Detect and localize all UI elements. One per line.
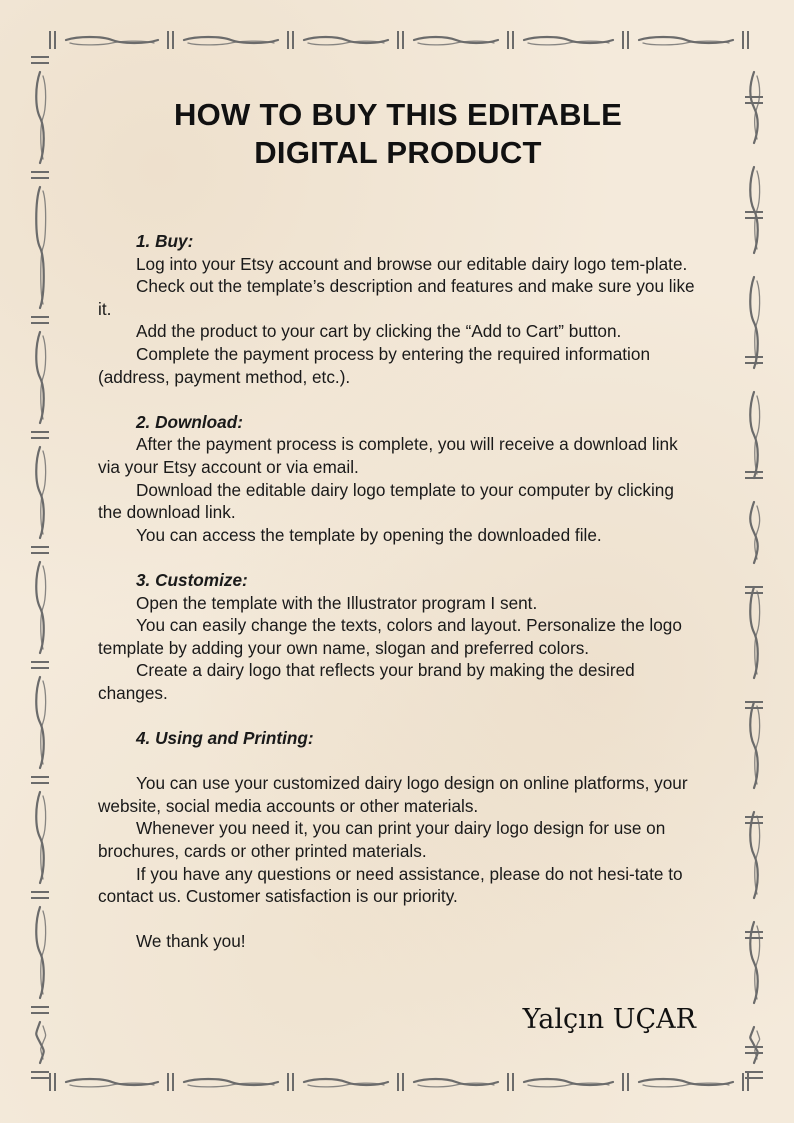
paragraph: Add the product to your cart by clicking the “Add to Cart” button. <box>136 321 622 342</box>
title-line-2: DIGITAL PRODUCT <box>254 135 542 170</box>
section-download <box>98 411 698 547</box>
page-title <box>98 96 698 172</box>
paragraph: Whenever you need it, you can print your dairy logo design for use on brochures, cards or other printed materials. <box>98 818 666 862</box>
section-heading: 1. Buy: <box>136 231 194 251</box>
paragraph: Complete the payment process by entering the required information (address, payment method, etc.). <box>98 343 650 387</box>
paragraph: If you have any questions or need assistance, please do not hesi-tate to contact us. Customer satisfaction is our priority. <box>98 863 683 907</box>
paragraph: After the payment process is complete, you will receive a download link via your Etsy account or via email. <box>98 434 678 477</box>
section-customize <box>98 569 698 705</box>
document-body <box>98 96 698 953</box>
section-heading: 4. Using and Printing: <box>136 728 314 749</box>
section-heading: 2. Download: <box>136 411 243 432</box>
spacer <box>98 750 698 773</box>
paragraph: You can easily change the texts, colors and layout. Personalize the logo template by adding your own name, slogan and preferred colors. <box>98 615 682 658</box>
paragraph: You can access the template by opening the downloaded file. <box>136 524 602 545</box>
paragraph: Download the editable dairy logo template to your computer by clicking the download link. <box>98 479 674 523</box>
title-line-1: HOW TO BUY THIS EDITABLE <box>173 97 623 132</box>
section-using-and-printing <box>98 727 698 908</box>
section-heading: 3. Customize: <box>136 569 248 590</box>
instructions <box>98 230 698 953</box>
section-buy <box>98 230 698 388</box>
paragraph: Create a dairy logo that reflects your brand by making the desired changes. <box>98 660 635 703</box>
paragraph: Open the template with the Illustrator program I sent. <box>136 592 538 613</box>
signature: Yalçın UÇAR <box>522 1004 696 1035</box>
paragraph: Log into your Etsy account and browse our editable dairy logo tem-plate. <box>136 253 688 274</box>
paragraph: You can use your customized dairy logo design on online platforms, your website, social media accounts or other materials. <box>98 773 688 816</box>
closing-text: We thank you! <box>136 931 246 952</box>
paragraph: Check out the template’s description and features and make sure you like it. <box>98 276 695 319</box>
